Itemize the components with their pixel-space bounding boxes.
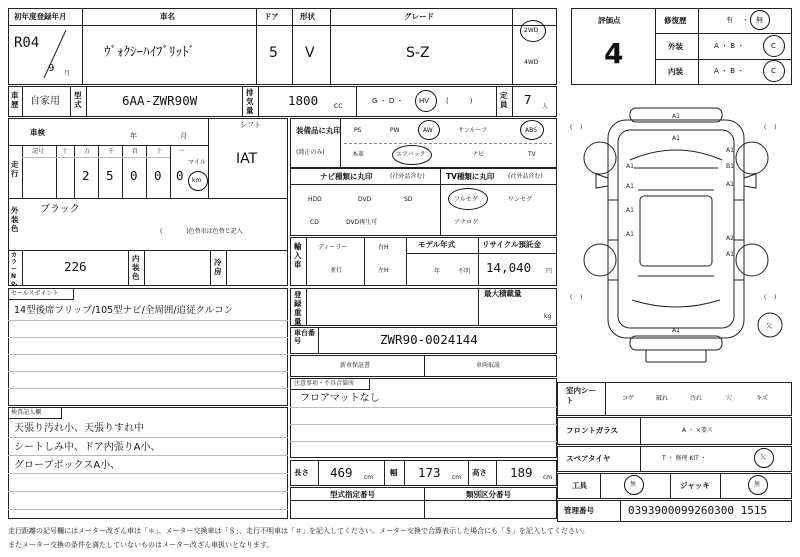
drive-2wd: 2WD xyxy=(524,27,539,34)
car-diagram xyxy=(560,100,792,380)
reg-month: 9 xyxy=(48,63,55,74)
equip-pw: PW xyxy=(390,127,400,134)
equip-tv: TV xyxy=(528,151,536,158)
digit-head-4: 十 xyxy=(156,148,163,155)
drive-4wd: 4WD xyxy=(524,59,539,66)
seat-burn: コゲ xyxy=(622,395,635,402)
exterior-opts: A ・ B ・ xyxy=(714,42,745,50)
nav-dvd-play: DVD再生可 xyxy=(346,219,378,226)
interior-selected: C xyxy=(771,67,776,75)
max-load-kg: kg xyxy=(544,313,552,320)
nav-type-sub: (社外品含む) xyxy=(390,173,425,180)
inspector-line-1: 天張り汚れ小、天張りすれ中 xyxy=(14,423,144,434)
inspector-line-2: シートしみ中、ドア内張りA小、 xyxy=(14,442,161,453)
capacity-value: 7 xyxy=(524,92,532,107)
score-value: 4 xyxy=(604,37,624,70)
inspector-label: 検査記入欄 xyxy=(11,409,42,416)
cc-unit: CC xyxy=(334,103,343,110)
model-year-unknown: 不明 xyxy=(458,268,471,275)
equip-airbag: エアバック xyxy=(396,151,426,158)
equip-sub-label: (純正のみ) xyxy=(296,149,325,156)
dmg-mark-4: A1 xyxy=(626,207,634,214)
manual-label: 車両取説 xyxy=(476,362,501,369)
spare-selected: 欠 xyxy=(760,454,767,461)
management-number: 0393900099260300 1515 xyxy=(628,504,768,517)
door-label: ドア xyxy=(264,12,279,21)
recycle-label: リサイクル預託金 xyxy=(482,240,541,249)
inspection-label: 車検 xyxy=(30,128,45,137)
length-label: 長さ xyxy=(294,468,309,477)
tv-type-label: TV種類に丸印 xyxy=(446,172,495,181)
mile-label: マイル xyxy=(188,159,206,166)
dmg-mark-5: A1 xyxy=(626,231,634,238)
reg-era: R04 xyxy=(14,35,40,51)
height-value: 189 xyxy=(510,465,533,480)
notice-label: 注意事項・不具合箇所 xyxy=(294,380,355,387)
fuel-opts: G ・ D ・ xyxy=(372,97,404,105)
nav-hdd: HDD xyxy=(308,196,322,203)
digit-head-3: 百 xyxy=(132,148,139,155)
ext-color-label: 外装色 xyxy=(11,206,19,233)
first-reg-label: 初年度登録年月 xyxy=(14,12,67,21)
height-label: 高さ xyxy=(472,468,487,477)
width-value: 173 xyxy=(418,465,441,480)
interior-color-label: 内装色 xyxy=(132,254,140,281)
door-count: 5 xyxy=(269,45,278,61)
month-unit: 月 xyxy=(64,70,71,77)
dmg-mark-12: 欠 xyxy=(766,323,773,330)
car-body-label: 車歴 xyxy=(11,91,19,109)
category-label: 類別区分番号 xyxy=(466,490,511,499)
approval-label: 型式指定番号 xyxy=(330,490,375,499)
seat-hole: 穴 xyxy=(726,395,733,402)
grade-label: グレード xyxy=(404,12,434,21)
dmg-mark-10: A1 xyxy=(726,251,734,258)
fuel-selected: HV xyxy=(419,97,430,105)
inspection-year: 年 xyxy=(130,132,137,140)
chassis-number: ZWR90-0024144 xyxy=(380,332,478,347)
score-label: 評価点 xyxy=(598,16,621,25)
interior-seat-label: 室内シート xyxy=(566,386,596,405)
usage-value: 自家用 xyxy=(30,96,60,107)
model-type-label: 型式 xyxy=(74,91,82,109)
footer-line-2: またメーター交換の条件を満たしていないものはメーター改ざん車扱いとなります。 xyxy=(8,541,274,549)
equip-leather: 本革 xyxy=(352,151,365,158)
digit-head-0: 十 xyxy=(62,148,69,155)
windshield-label: フロントガラス xyxy=(566,426,619,435)
equip-sunroof: サンルーフ xyxy=(458,127,488,134)
shift-label: シフト xyxy=(240,121,261,129)
equip-label: 装備品に丸印 xyxy=(296,126,341,135)
jack-value: 無 xyxy=(754,481,761,488)
inspector-line-3: グローブボックスA小、 xyxy=(14,460,121,471)
digit-head-2: 千 xyxy=(108,148,115,155)
repair-yes: 有 xyxy=(726,16,733,24)
svg-text:(: ( xyxy=(570,294,573,301)
nav-dvd: DVD xyxy=(358,196,372,203)
svg-text:(: ( xyxy=(764,294,767,301)
seat-scratch: キズ xyxy=(756,395,768,402)
reg-weight-label: 登録重量 xyxy=(294,290,302,326)
width-label: 幅 xyxy=(390,468,398,477)
model-year-unit: 年 xyxy=(434,268,441,275)
recycle-fee: 14,040 xyxy=(486,260,532,275)
model-year-label: モデル年式 xyxy=(418,240,456,249)
left-block-box xyxy=(8,118,288,286)
svg-text:(: ( xyxy=(570,124,573,131)
tv-fullseg: フルセグ xyxy=(454,196,478,203)
model-value: 6AA-ZWR90W xyxy=(122,93,198,108)
notice-text: フロアマットなし xyxy=(300,393,380,404)
import-label: 輸入車 xyxy=(294,242,302,269)
tv-type-sub: (社外品含む) xyxy=(508,173,543,180)
svg-text:): ) xyxy=(580,124,583,131)
length-value: 469 xyxy=(330,465,353,480)
dmg-mark-3: A1 xyxy=(626,183,634,190)
exterior-selected: C xyxy=(771,42,776,50)
capacity-label: 定員 xyxy=(500,91,508,109)
windshield-value: A ・ ×要ス xyxy=(682,427,713,434)
right-handle: 右H xyxy=(378,244,389,251)
seat-dirt: 汚れ xyxy=(690,395,703,402)
tools-label: 工具 xyxy=(572,481,587,490)
import-dealer: ディーラー xyxy=(318,244,348,251)
svg-text:): ) xyxy=(774,294,777,301)
recycle-yen: 円 xyxy=(546,268,553,275)
dmg-mark-6: A1 xyxy=(726,147,734,154)
shape-value: V xyxy=(305,45,315,61)
car-name: ｳﾞｫｸｼｰﾊｲﾌﾞﾘｯﾄﾞ xyxy=(104,45,195,60)
dmg-mark-1: A1 xyxy=(672,135,680,142)
km-unit: km xyxy=(192,177,202,184)
equip-aw: AW xyxy=(423,127,433,134)
tv-oneseg: ワンセグ xyxy=(508,196,533,203)
mileage-digit-0: 2 xyxy=(82,168,90,183)
mileage-sub-label: 記号 xyxy=(32,148,45,155)
color-note: ( )色替車は色替と記入 xyxy=(160,228,243,235)
nav-cd: CD xyxy=(310,219,319,226)
jack-label: ジャッキ xyxy=(680,481,710,490)
max-load-label: 最大積載量 xyxy=(484,289,522,298)
color-no-label: カラーNo. xyxy=(11,252,18,287)
dmg-mark-2: A1 xyxy=(626,163,634,170)
sales-point-label: セールスポイント xyxy=(11,290,59,297)
equip-ps: PS xyxy=(354,127,362,134)
mileage-digit-4: 0 xyxy=(176,168,184,183)
dmg-mark-8: A1 xyxy=(726,181,734,188)
left-handle: 左H xyxy=(378,267,389,274)
ext-color-value: ブラック xyxy=(40,204,80,215)
mileage-digit-3: 0 xyxy=(154,168,162,183)
inspection-month: 月 xyxy=(180,132,187,140)
spare-label: スペアタイヤ xyxy=(566,454,611,463)
repair-label: 修復歴 xyxy=(664,16,687,25)
sales-point-text: 14型後席フリップ/105型ナビ/全周囲/追従クルコン xyxy=(14,305,234,316)
dmg-mark-0: A1 xyxy=(672,113,680,120)
displacement-label: 排気量 xyxy=(246,88,254,115)
length-cm: cm xyxy=(364,474,374,481)
import-parallel: 並行 xyxy=(330,267,343,274)
svg-text:): ) xyxy=(774,124,777,131)
header-row-box xyxy=(8,8,557,85)
new-warranty-label: 新車保証書 xyxy=(340,362,371,369)
interior-label: 内装 xyxy=(668,67,683,76)
tv-analog: アナログ xyxy=(454,219,479,226)
spare-options: T ・ 修理 KIT ・ xyxy=(662,455,707,462)
notice-box xyxy=(290,378,557,458)
dmg-mark-9: A2 xyxy=(726,235,734,242)
ac-label: 冷房 xyxy=(214,258,222,276)
tools-value: 無 xyxy=(630,481,637,488)
management-label: 管理番号 xyxy=(564,506,594,515)
repair-dot: ・ xyxy=(742,16,749,24)
chassis-label: 車台番号 xyxy=(294,329,315,345)
svg-text:): ) xyxy=(580,294,583,301)
color-code: 226 xyxy=(64,259,87,274)
dmg-mark-7: B1 xyxy=(726,163,734,170)
shape-label: 形状 xyxy=(300,12,315,21)
dmg-mark-11: A1 xyxy=(672,327,680,334)
nav-type-label: ナビ種類に丸印 xyxy=(320,172,373,181)
height-cm: cm xyxy=(543,474,553,481)
interior-opts: A ・ B ・ xyxy=(714,67,745,75)
digit-head-5: 一 xyxy=(178,148,185,155)
model-row-box xyxy=(8,86,557,117)
svg-text:(: ( xyxy=(764,124,767,131)
repair-selected: 無 xyxy=(756,16,763,24)
mileage-label: 走行 xyxy=(11,160,19,178)
fuel-paren: ( ) xyxy=(446,97,473,105)
shift-value: IAT xyxy=(236,151,258,167)
car-name-label: 車名 xyxy=(160,12,175,21)
equip-abs: ABS xyxy=(525,127,537,134)
exterior-label: 外装 xyxy=(668,42,683,51)
equip-nav: ナビ xyxy=(472,151,485,158)
width-cm: cm xyxy=(452,474,462,481)
footer-line-1: 走行距離の記号欄にはメーター改ざん車は「＊」、メーター交換車は「＄」、走行不明車は「＃」を記入してください。メーター交換で合算表示した場合にも「＄」を記入してください。 xyxy=(8,527,589,535)
mileage-digit-2: 0 xyxy=(130,168,138,183)
displacement-value: 1800 xyxy=(288,93,319,108)
digit-head-1: 万 xyxy=(84,148,91,155)
seat-tear: 破れ xyxy=(656,395,669,402)
mileage-digit-1: 5 xyxy=(106,168,114,183)
nav-sd: SD xyxy=(404,196,413,203)
grade-value: S-Z xyxy=(406,45,430,61)
person-unit: 人 xyxy=(542,103,549,110)
